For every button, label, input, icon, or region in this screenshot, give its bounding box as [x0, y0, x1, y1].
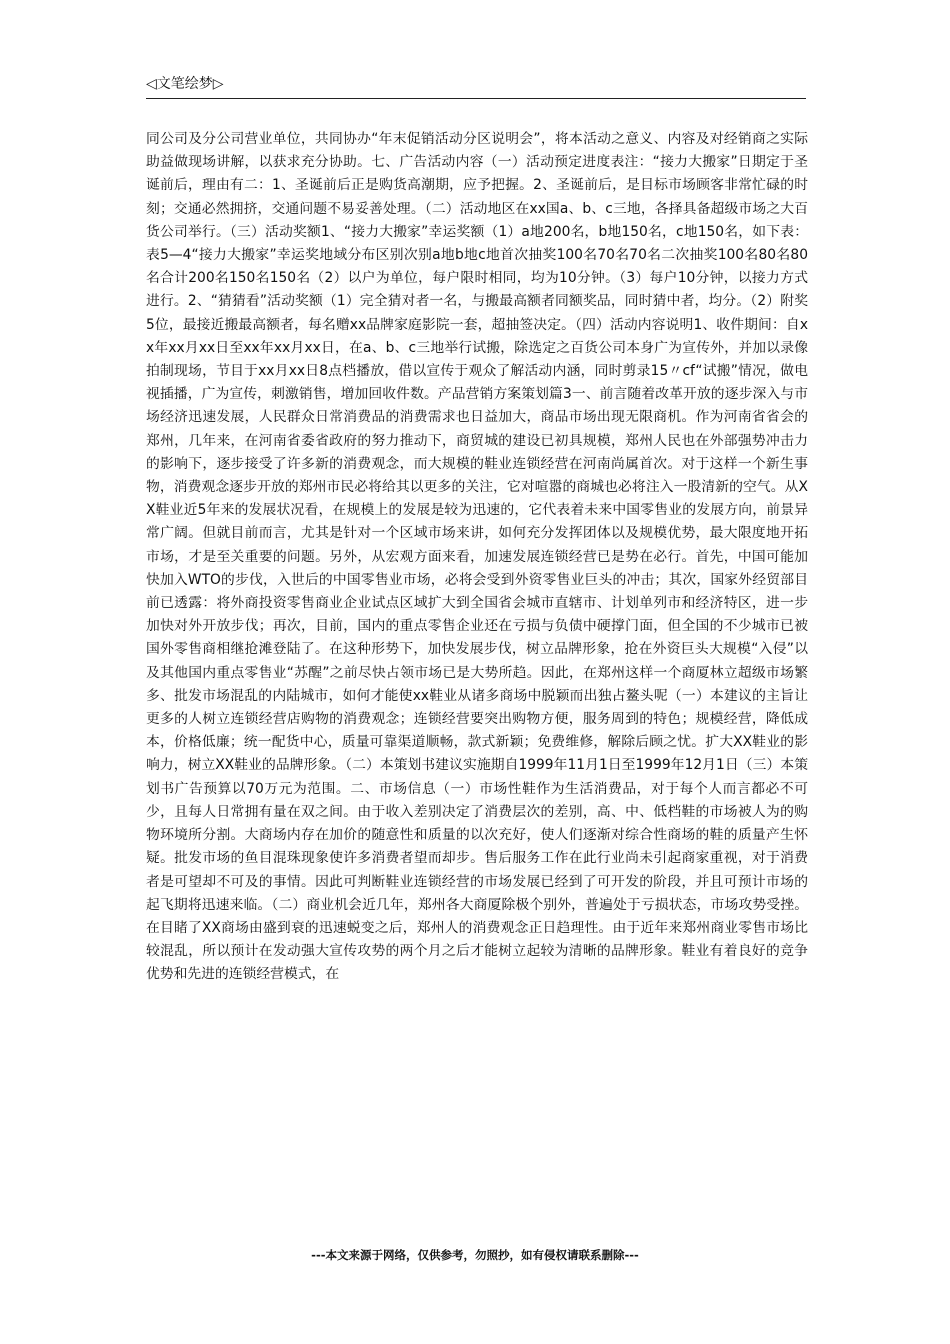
header-title: ◁文笔绘梦▷ [146, 76, 224, 92]
footer-disclaimer: ---本文来源于网络，仅供参考，勿照抄，如有侵权请联系删除--- [311, 1248, 639, 1262]
document-body: 同公司及分公司营业单位，共同协办“年末促销活动分区说明会”，将本活动之意义、内容及对经销商之实际助益做现场讲解，以获求充分协助。七、广告活动内容（一）活动预定进度表注：“接力大搬家”日期定于圣诞前后，理由有二：1、圣诞前后正是购货高潮期，应予把握。2、圣诞前后，是目标市场顾客非常忙碌的时刻；交通必然拥挤，交通问题不易妥善处理。（二）活动地区在xx国a、b、c三地，各择具备超级市场之大百货公司举行。（三）活动奖额1、“接力大搬家”幸运奖额（1）a地200名，b地150名，c地150名，如下表：表5—4“接力大搬家”幸运奖地域分布区别次别a地b地c地首次抽奖100名70名70名二次抽奖100名80名80名合计200名150名150名（2）以户为单位，每户限时相同，均为10分钟。（3）每户10分钟，以接力方式进行。2、“猜猜看”活动奖额（1）完全猜对者一名，与搬最高额者同额奖品，同时猜中者，均分。（2）附奖5位，最接近搬最高额者，每名赠xx品牌家庭影院一套，超抽签决定。（四）活动内容说明1、收件期间：自xx年xx月xx日至xx年xx月xx日，在a、b、c三地举行试搬，除选定之百货公司本身广为宣传外，并加以录像拍制现场，节目于xx月xx日8点档播放，借以宣传于观众了解活动内涵，同时剪录15〃cf“试搬”情况，做电视插播，广为宣传，刺激销售，增加回收件数。产品营销方案策划篇3一、前言随着改革开放的逐步深入与市场经济迅速发展，人民群众日常消费品的消费需求也日益加大，商品市场出现无限商机。作为河南省省会的郑州，几年来，在河南省委省政府的努力推动下，商贸城的建设已初具规模，郑州人民也在外部强势冲击力的影响下，逐步接受了许多新的消费观念，而大规模的鞋业连锁经营在河南尚属首次。对于这样一个新生事物，消费观念逐步开放的郑州市民必将给其以更多的关注，它对喧嚣的商城也必将注入一股清新的空气。从XX鞋业近5年来的发展状况看，在规模上的发展是较为迅速的，它代表着未来中国零售业的发展方向，前景异常广阔。但就目前而言，尤其是针对一个区域市场来讲，如何充分发挥团体以及规模优势，最大限度地开拓市场，才是至关重要的问题。另外，从宏观方面来看，加速发展连锁经营已是势在必行。首先，中国可能加快加入WTO的步伐，入世后的中国零售业市场，必将会受到外资零售业巨头的冲击；其次，国家外经贸部目前已透露：将外商投资零售商业企业试点区域扩大到全国省会城市直辖市、计划单列市和经济特区，进一步加快对外开放步伐；再次，目前，国内的重点零售企业还在亏损与负债中硬撑门面，但全国的不少城市已被国外零售商相继抢滩登陆了。在这种形势下，加快发展步伐，树立品牌形象，抢在外资巨头大规模“入侵”以及其他国内重点零售业“苏醒”之前尽快占领市场已是大势所趋。因此，在郑州这样一个商厦林立超级市场繁多、批发市场混乱的内陆城市，如何才能使xx鞋业从诸多商场中脱颖而出独占鳌头呢（一）本建议的主旨让更多的人树立连锁经营店购物的消费观念；连锁经营要突出购物方便，服务周到的特色；规模经营，降低成本，价格低廉；统一配货中心，质量可靠渠道顺畅，款式新颖；免费维修，解除后顾之忧。扩大XX鞋业的影响力，树立XX鞋业的品牌形象。（二）本策划书建议实施期自1999年11月1日至1999年12月1日（三）本策划书广告预算以70万元为范围。二、市场信息（一）市场性鞋作为生活消费品，对于每个人而言都必不可少，且每人日常拥有量在双之间。由于收入差别决定了消费层次的差别，高、中、低档鞋的市场被人为的购物环境所分割。大商场内存在加价的随意性和质量的以次充好，使人们逐渐对综合性商场的鞋的质量产生怀疑。批发市场的鱼目混珠现象使许多消费者望而却步。售后服务工作在此行业尚未引起商家重视，对于消费者是可望却不可及的事情。因此可判断鞋业连锁经营的市场发展已经到了可开发的阶段，并且可预计市场的起飞期将迅速来临。（二）商业机会近几年，郑州各大商厦除极个别外，普遍处于亏损状态，市场攻势受挫。在目睹了XX商场由盛到衰的迅速蜕变之后，郑州人的消费观念正日趋理性。由于近年来郑州商业零售市场比较混乱，所以预计在发动强大宣传攻势的两个月之后才能树立起较为清晰的品牌形象。鞋业有着良好的竞争优势和先进的连锁经营模式，在 [146, 131, 808, 983]
page-header [146, 72, 806, 99]
